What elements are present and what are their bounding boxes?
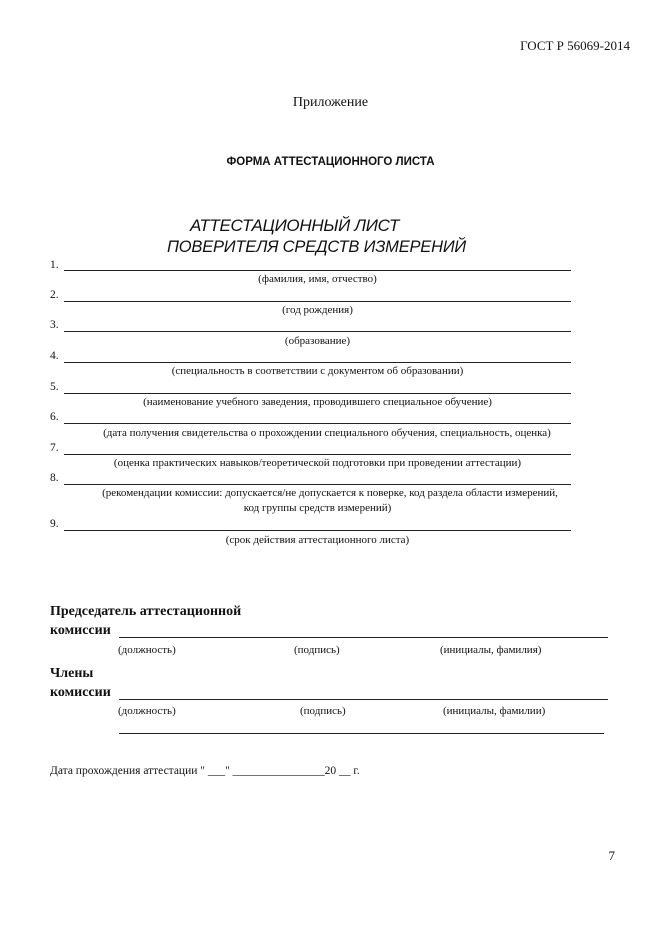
field-number: 3.: [50, 319, 59, 331]
field-number: 7.: [50, 442, 59, 454]
field-caption: (дата получения свидетельства о прохождении специального обучения, специальность, оценка): [103, 427, 551, 439]
standard-number: ГОСТ Р 56069-2014: [520, 38, 630, 53]
field-number: 1.: [50, 259, 59, 271]
field-caption: (специальность в соответствии с документом об образовании): [171, 365, 464, 377]
field-caption: (рекомендации комиссии: допускается/не допускается к поверке, код раздела области измерений,: [102, 487, 558, 499]
field-line: [64, 423, 571, 424]
field-line: [64, 362, 571, 363]
field-line: [64, 454, 571, 455]
field-number: 9.: [50, 518, 59, 530]
sheet-title-line-1: АТТЕСТАЦИОННЫЙ ЛИСТ: [190, 216, 400, 235]
field-line: [64, 301, 571, 302]
chairman-position-caption: (должность): [118, 644, 176, 656]
field-caption: (наименование учебного заведения, проводившего специальное обучение): [143, 396, 492, 408]
field-caption-continued: код группы средств измерений): [243, 502, 392, 514]
field-caption: (срок действия аттестационного листа): [225, 534, 410, 546]
members-label-continued: комиссии: [50, 685, 111, 700]
field-number: 5.: [50, 381, 59, 393]
members-line: [119, 699, 608, 700]
field-line: [64, 484, 571, 485]
field-line: [64, 331, 571, 332]
field-caption: (фамилия, имя, отчество): [258, 273, 377, 285]
members-name-caption: (инициалы, фамилии): [443, 705, 546, 717]
appendix-label: Приложение: [292, 95, 369, 110]
field-caption: (год рождения): [282, 304, 353, 316]
field-number: 2.: [50, 289, 59, 301]
field-number: 4.: [50, 350, 59, 362]
chairman-name-caption: (инициалы, фамилия): [440, 644, 542, 656]
field-number: 6.: [50, 411, 59, 423]
members-label: Члены: [50, 666, 94, 681]
page-number: 7: [608, 848, 615, 863]
chairman-label: Председатель аттестационной: [50, 604, 242, 619]
form-title: ФОРМА АТТЕСТАЦИОННОГО ЛИСТА: [226, 156, 435, 168]
members-signature-caption: (подпись): [300, 705, 346, 717]
members-extra-line: [119, 733, 604, 734]
field-caption: (оценка практических навыков/теоретической подготовки при проведении аттестации): [113, 457, 522, 469]
chairman-line: [119, 637, 608, 638]
members-position-caption: (должность): [118, 705, 176, 717]
chairman-signature-caption: (подпись): [294, 644, 340, 656]
attestation-date: Дата прохождения аттестации " ___" ________________20 __ г.: [50, 765, 360, 777]
field-line: [64, 530, 571, 531]
field-line: [64, 393, 571, 394]
field-number: 8.: [50, 472, 59, 484]
field-line: [64, 270, 571, 271]
field-caption: (образование): [284, 335, 351, 347]
chairman-label-continued: комиссии: [50, 623, 111, 638]
sheet-title-line-2: ПОВЕРИТЕЛЯ СРЕДСТВ ИЗМЕРЕНИЙ: [167, 238, 467, 256]
